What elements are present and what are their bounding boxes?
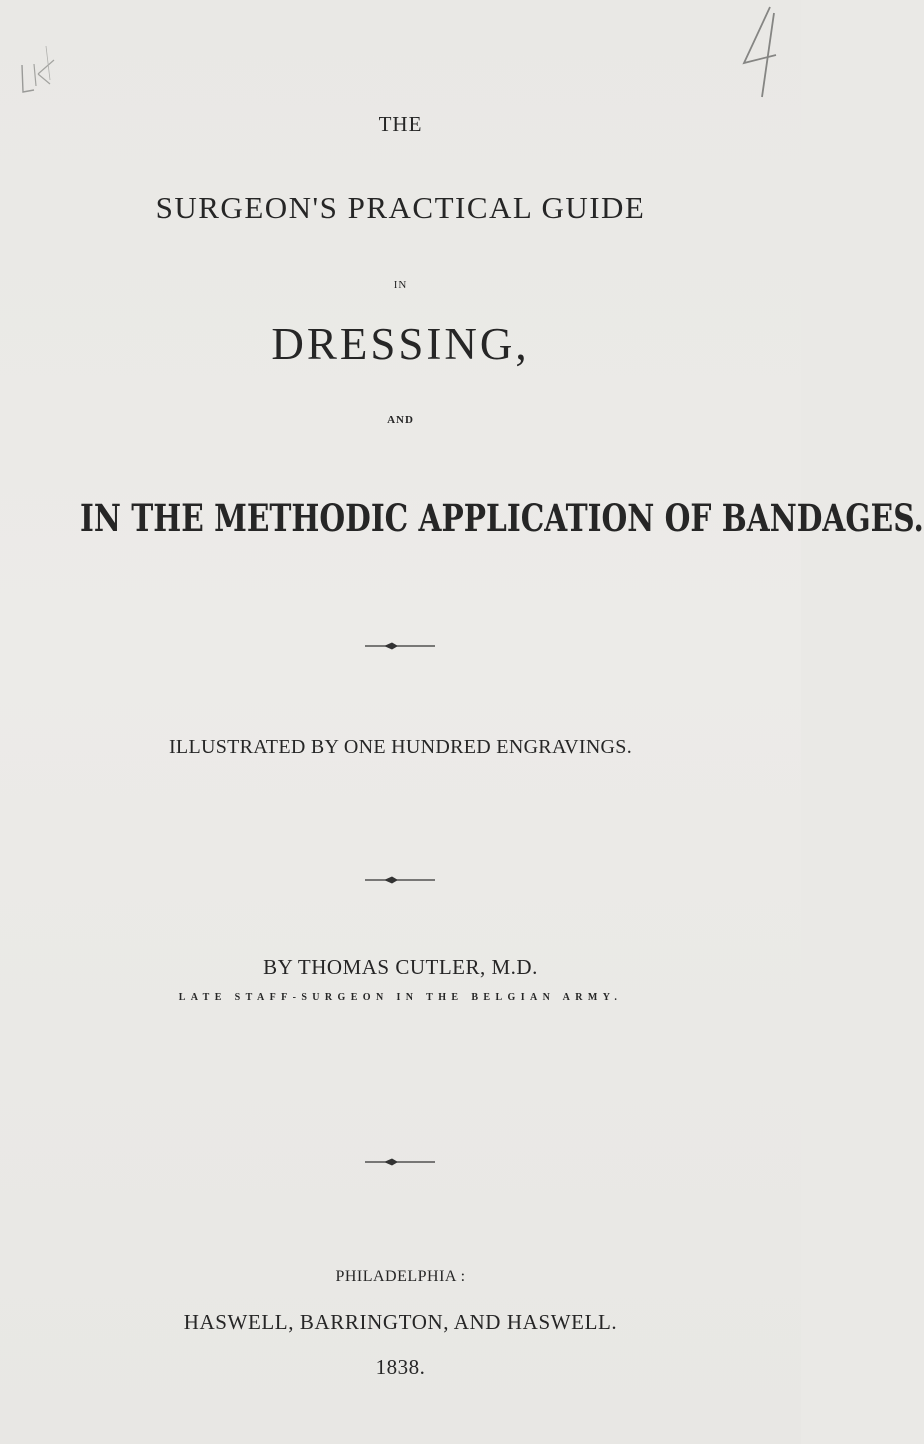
title-line-1: SURGEON'S PRACTICAL GUIDE [155, 190, 646, 225]
imprint-place: PHILADELPHIA : [335, 1268, 466, 1285]
imprint-year: 1838. [375, 1355, 426, 1379]
illustrated-line: ILLUSTRATED BY ONE HUNDRED ENGRAVINGS. [168, 736, 633, 758]
ornamental-rule-3 [0, 1157, 801, 1167]
title-and: AND [387, 414, 414, 426]
title-line-3: IN THE METHODIC APPLICATION OF BANDAGES. [80, 496, 924, 540]
author-line: BY THOMAS CUTLER, M.D. [263, 955, 538, 979]
pencil-mark-top-right [740, 5, 790, 105]
author-title: LATE STAFF-SURGEON IN THE BELGIAN ARMY. [178, 992, 623, 1003]
imprint-publisher: HASWELL, BARRINGTON, AND HASWELL. [183, 1310, 618, 1334]
title-line-2: DRESSING, [271, 319, 530, 369]
title-the: THE [378, 112, 423, 136]
pencil-mark-top-left [20, 40, 80, 100]
ornamental-rule-1 [0, 641, 801, 651]
title-in: IN [393, 279, 408, 291]
ornamental-rule-2 [0, 875, 801, 885]
